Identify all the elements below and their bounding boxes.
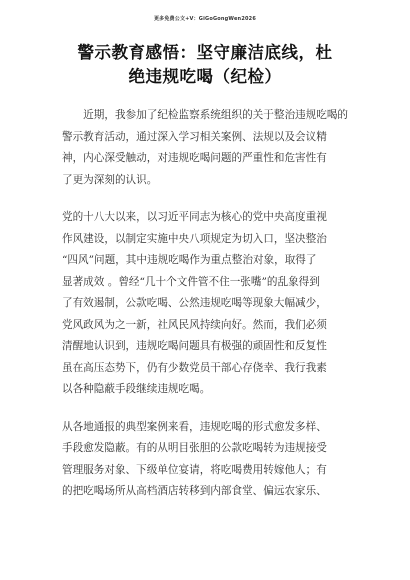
paragraph-line: 神，内心深受触动，对违规吃喝问题的严重性和危害性有 [62,152,327,164]
paragraph-line: 虽在高压态势下，仍有少数党员干部心存侥幸、我行我素 [62,361,327,374]
header-note: 更多免费公文+V：GiGoGongWen2026 [153,16,257,22]
paragraph-line: 显著成效 。曾经“几十个文件管不住一张嘴”的乱象得到 [62,275,320,288]
title-line-1: 警示教育感悟：坚守廉洁底线，杜 [77,43,333,62]
paragraph-line: 党风政风为之一新，社风民风持续向好。然而，我们必须 [62,318,327,331]
paragraph-line: 手段愈发隐蔽。有的从明目张胆的公款吃喝转为违规接受 [62,442,327,454]
paragraph-line: “四风”问题，其中违规吃喝作为重点整治对象，取得了 [62,254,317,266]
paragraph-line: 警示教育活动，通过深入学习相关案例、法规以及会议精 [62,130,327,143]
paragraph-line: 作风建设，以制定实施中央八项规定为切入口，坚决整治 [62,232,327,245]
paragraph-line: 管理服务对象、下级单位宴请，将吃喝费用转嫁他人；有 [62,463,327,476]
paragraph-line: 以各种隐蔽手段继续违规吃喝。 [62,383,211,395]
paragraph-line: 的把吃喝场所从高档酒店转移到内部食堂、偏远农家乐、 [62,485,327,497]
paragraph-1 [62,105,348,191]
title-line-2: 绝违规吃喝（纪检） [128,67,282,86]
paragraph-line: 近期，我参加了纪检监察系统组织的关于整治违规吃喝的 [62,109,348,121]
paragraph-line: 从各地通报的典型案例来看，违规吃喝的形式愈发多样、 [62,420,327,433]
document-title [62,41,348,89]
paragraph-line: 党的十八大以来，以习近平同志为核心的党中央高度重视 [62,211,327,223]
paragraph-2 [62,207,348,401]
paragraph-line: 了有效遏制，公款吃喝、公然违规吃喝等现象大幅减少， [62,297,327,309]
paragraph-line: 了更为深刻的认识。 [62,173,158,186]
paragraph-3 [62,417,348,503]
paragraph-line: 清醒地认识到，违规吃喝问题具有极强的顽固性和反复性 [62,340,327,352]
